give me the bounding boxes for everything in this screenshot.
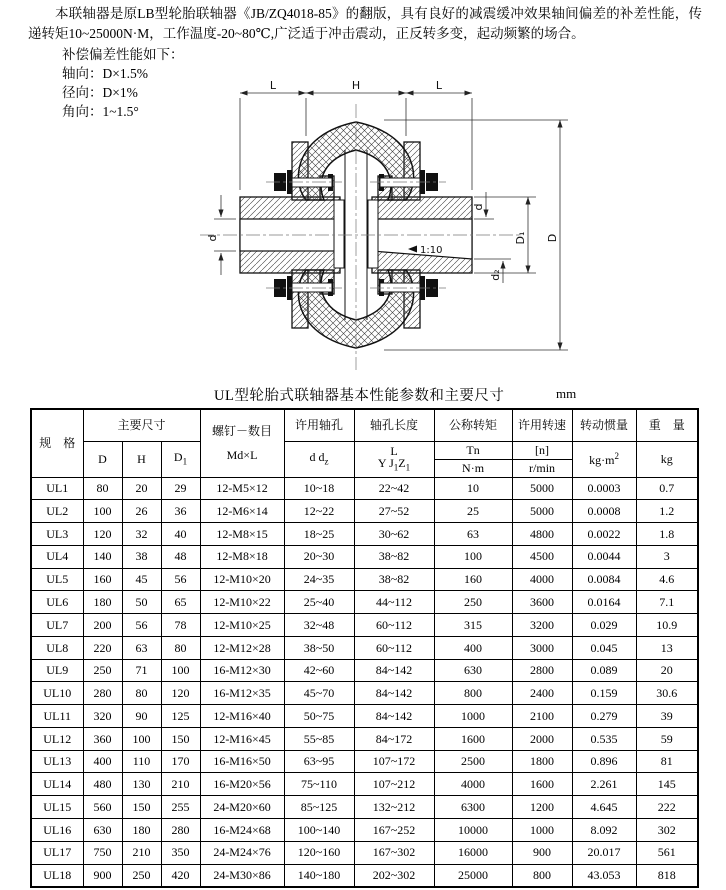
col-header-weight: 重 量: [636, 409, 698, 441]
col-subheader-torque-unit: N·m: [434, 459, 512, 477]
spec-value-cell: 0.029: [572, 614, 636, 637]
col-subheader-inertia-unit: $kg\cdot m^2$: [572, 441, 636, 477]
spec-value-cell: 167~302: [354, 841, 434, 864]
spec-value-cell: 27~52: [354, 500, 434, 523]
spec-value-cell: 561: [636, 841, 698, 864]
spec-name-cell: UL5: [31, 568, 83, 591]
spec-value-cell: 55~85: [284, 727, 354, 750]
spec-value-cell: 6300: [434, 796, 512, 819]
spec-value-cell: 107~212: [354, 773, 434, 796]
spec-value-cell: 0.0084: [572, 568, 636, 591]
spec-value-cell: 2100: [512, 705, 572, 728]
table-row: [31, 818, 698, 841]
spec-value-cell: 8.092: [572, 818, 636, 841]
spec-value-cell: 100: [434, 545, 512, 568]
spec-value-cell: 42~60: [284, 659, 354, 682]
spec-value-cell: 150: [161, 727, 200, 750]
spec-name-cell: UL8: [31, 636, 83, 659]
spec-value-cell: 420: [161, 864, 200, 887]
spec-value-cell: 12-M8×15: [200, 523, 284, 546]
col-subheader-n: [n]: [512, 441, 572, 459]
spec-value-cell: 900: [512, 841, 572, 864]
spec-value-cell: 400: [434, 636, 512, 659]
spec-name-cell: UL6: [31, 591, 83, 614]
spec-name-cell: UL4: [31, 545, 83, 568]
spec-value-cell: 63: [434, 523, 512, 546]
spec-value-cell: 3000: [512, 636, 572, 659]
spec-name-cell: UL12: [31, 727, 83, 750]
table-row: [31, 500, 698, 523]
col-subheader-weight-unit: kg: [636, 441, 698, 477]
spec-value-cell: 84~142: [354, 705, 434, 728]
spec-value-cell: 400: [83, 750, 122, 773]
spec-value-cell: 12~22: [284, 500, 354, 523]
spec-value-cell: 24-M30×86: [200, 864, 284, 887]
spec-value-cell: 132~212: [354, 796, 434, 819]
col-subheader-D1: $D_1$: [161, 441, 200, 477]
col-header-screw: 螺钉－数目 Md×L: [200, 409, 284, 477]
spec-value-cell: 100: [122, 727, 161, 750]
col-header-speed: 许用转速: [512, 409, 572, 441]
spec-value-cell: 0.535: [572, 727, 636, 750]
spec-value-cell: 90: [122, 705, 161, 728]
spec-value-cell: 560: [83, 796, 122, 819]
inner-rings: [334, 200, 378, 268]
table-row: [31, 864, 698, 887]
spec-value-cell: 20~30: [284, 545, 354, 568]
spec-value-cell: 2000: [512, 727, 572, 750]
spec-value-cell: 18~25: [284, 523, 354, 546]
spec-name-cell: UL7: [31, 614, 83, 637]
table-row: [31, 591, 698, 614]
spec-value-cell: 16000: [434, 841, 512, 864]
axial-spec: 轴向：D×1.5%: [62, 66, 148, 81]
spec-value-cell: 350: [161, 841, 200, 864]
spec-name-cell: UL3: [31, 523, 83, 546]
spec-value-cell: 360: [83, 727, 122, 750]
spec-value-cell: 120~160: [284, 841, 354, 864]
col-header-spec: 规 格: [31, 409, 83, 477]
spec-value-cell: 16-M16×50: [200, 750, 284, 773]
spec-value-cell: 1600: [512, 773, 572, 796]
spec-value-cell: 16-M20×56: [200, 773, 284, 796]
spec-value-cell: 202~302: [354, 864, 434, 887]
angular-spec: 角向：1~1.5°: [62, 104, 139, 119]
spec-value-cell: 22~42: [354, 477, 434, 500]
spec-value-cell: 0.279: [572, 705, 636, 728]
spec-value-cell: 32: [122, 523, 161, 546]
spec-value-cell: 12-M16×40: [200, 705, 284, 728]
spec-value-cell: 24~35: [284, 568, 354, 591]
spec-value-cell: 1000: [434, 705, 512, 728]
table-row: [31, 545, 698, 568]
spec-value-cell: 45~70: [284, 682, 354, 705]
spec-value-cell: 10~18: [284, 477, 354, 500]
spec-value-cell: 3: [636, 545, 698, 568]
coupling-cross-section-drawing: [88, 78, 628, 384]
spec-name-cell: UL2: [31, 500, 83, 523]
dim-label-L-left: L: [269, 79, 277, 92]
col-subheader-Tn: Tn: [434, 441, 512, 459]
spec-value-cell: 0.0164: [572, 591, 636, 614]
spec-value-cell: 10000: [434, 818, 512, 841]
spec-value-cell: 0.045: [572, 636, 636, 659]
spec-value-cell: 29: [161, 477, 200, 500]
dim-label-D: D: [546, 233, 559, 243]
spec-value-cell: 0.0003: [572, 477, 636, 500]
spec-value-cell: 4000: [512, 568, 572, 591]
spec-value-cell: 39: [636, 705, 698, 728]
intro-paragraph: 本联轴器是原LB型轮胎联轴器《JB/ZQ4018-85》的翻版，具有良好的减震缓冲效果轴间偏差的补差性能，传递转矩10~25000N·M，工作温度-20~80℃,广泛适于冲击震动，正反转多变，起动频繁的场合。: [28, 6, 702, 41]
spec-value-cell: 250: [83, 659, 122, 682]
spec-value-cell: 2500: [434, 750, 512, 773]
spec-value-cell: 56: [122, 614, 161, 637]
spec-value-cell: 4000: [434, 773, 512, 796]
spec-value-cell: 160: [434, 568, 512, 591]
spec-name-cell: UL16: [31, 818, 83, 841]
spec-value-cell: 750: [83, 841, 122, 864]
table-row: [31, 477, 698, 500]
col-subheader-speed-unit: r/min: [512, 459, 572, 477]
spec-value-cell: 1600: [434, 727, 512, 750]
spec-value-cell: 3600: [512, 591, 572, 614]
spec-value-cell: 2800: [512, 659, 572, 682]
spec-value-cell: 84~142: [354, 659, 434, 682]
spec-value-cell: 280: [161, 818, 200, 841]
table-row: [31, 614, 698, 637]
spec-value-cell: 38~82: [354, 545, 434, 568]
spec-value-cell: 78: [161, 614, 200, 637]
spec-value-cell: 12-M5×12: [200, 477, 284, 500]
spec-value-cell: 0.7: [636, 477, 698, 500]
table-row: [31, 773, 698, 796]
spec-value-cell: 36: [161, 500, 200, 523]
spec-value-cell: 10: [434, 477, 512, 500]
spec-value-cell: 50: [122, 591, 161, 614]
spec-value-cell: 12-M10×20: [200, 568, 284, 591]
spec-value-cell: 180: [122, 818, 161, 841]
spec-value-cell: 170: [161, 750, 200, 773]
spec-value-cell: 255: [161, 796, 200, 819]
spec-value-cell: 80: [161, 636, 200, 659]
spec-value-cell: 1.2: [636, 500, 698, 523]
spec-value-cell: 110: [122, 750, 161, 773]
spec-value-cell: 13: [636, 636, 698, 659]
spec-value-cell: 5000: [512, 500, 572, 523]
table-title: UL型轮胎式联轴器基本性能参数和主要尺寸: [214, 388, 505, 404]
spec-value-cell: 16-M24×68: [200, 818, 284, 841]
spec-name-cell: UL15: [31, 796, 83, 819]
table-row: [31, 568, 698, 591]
col-subheader-D: D: [83, 441, 122, 477]
spec-value-cell: 140~180: [284, 864, 354, 887]
spec-value-cell: 12-M12×28: [200, 636, 284, 659]
spec-name-cell: UL11: [31, 705, 83, 728]
dim-label-d-left: d: [206, 234, 219, 242]
spec-value-cell: 81: [636, 750, 698, 773]
col-subheader-H: H: [122, 441, 161, 477]
col-subheader-length-types: L Y $J_1Z_1$: [354, 441, 434, 477]
spec-value-cell: 12-M6×14: [200, 500, 284, 523]
spec-value-cell: 145: [636, 773, 698, 796]
spec-value-cell: 160: [83, 568, 122, 591]
spec-value-cell: 32~48: [284, 614, 354, 637]
spec-value-cell: 20: [636, 659, 698, 682]
spec-value-cell: 220: [83, 636, 122, 659]
spec-value-cell: 100: [161, 659, 200, 682]
radial-spec: 径向：D×1%: [62, 85, 138, 100]
spec-value-cell: 25: [434, 500, 512, 523]
spec-value-cell: 26: [122, 500, 161, 523]
spec-value-cell: 7.1: [636, 591, 698, 614]
compensation-heading: 补偿偏差性能如下：: [62, 47, 184, 62]
spec-table: [30, 408, 699, 888]
spec-value-cell: 900: [83, 864, 122, 887]
spec-name-cell: UL10: [31, 682, 83, 705]
spec-value-cell: 250: [122, 864, 161, 887]
spec-value-cell: 480: [83, 773, 122, 796]
spec-name-cell: UL17: [31, 841, 83, 864]
spec-value-cell: 210: [161, 773, 200, 796]
table-title-row: [0, 384, 726, 404]
dim-label-D1: D₁: [514, 231, 527, 245]
dim-label-d2: d₂: [489, 269, 502, 281]
spec-value-cell: 30.6: [636, 682, 698, 705]
spec-value-cell: 25~40: [284, 591, 354, 614]
table-row: [31, 682, 698, 705]
spec-value-cell: 80: [83, 477, 122, 500]
dim-label-d-right: d: [472, 203, 485, 211]
spec-value-cell: 84~142: [354, 682, 434, 705]
spec-value-cell: 38~82: [354, 568, 434, 591]
table-row: [31, 727, 698, 750]
spec-value-cell: 0.089: [572, 659, 636, 682]
spec-value-cell: 12-M16×45: [200, 727, 284, 750]
spec-value-cell: 1000: [512, 818, 572, 841]
spec-value-cell: 280: [83, 682, 122, 705]
spec-value-cell: 120: [161, 682, 200, 705]
dim-label-H: H: [351, 79, 361, 92]
spec-name-cell: UL9: [31, 659, 83, 682]
spec-value-cell: 20: [122, 477, 161, 500]
spec-value-cell: 800: [512, 864, 572, 887]
table-row: [31, 750, 698, 773]
dim-label-L-right: L: [435, 79, 443, 92]
spec-value-cell: 44~112: [354, 591, 434, 614]
spec-value-cell: 12-M10×25: [200, 614, 284, 637]
spec-value-cell: 0.896: [572, 750, 636, 773]
spec-value-cell: 43.053: [572, 864, 636, 887]
table-unit-label: mm: [556, 386, 577, 401]
table-row: [31, 523, 698, 546]
spec-value-cell: 84~172: [354, 727, 434, 750]
spec-value-cell: 100~140: [284, 818, 354, 841]
spec-name-cell: UL18: [31, 864, 83, 887]
spec-value-cell: 130: [122, 773, 161, 796]
spec-value-cell: 56: [161, 568, 200, 591]
table-row: [31, 705, 698, 728]
spec-value-cell: 2.261: [572, 773, 636, 796]
col-header-torque: 公称转矩: [434, 409, 512, 441]
spec-value-cell: 16-M12×30: [200, 659, 284, 682]
spec-name-cell: UL13: [31, 750, 83, 773]
spec-value-cell: 4800: [512, 523, 572, 546]
spec-value-cell: 100: [83, 500, 122, 523]
spec-value-cell: 302: [636, 818, 698, 841]
spec-value-cell: 1800: [512, 750, 572, 773]
table-row: [31, 636, 698, 659]
spec-value-cell: 2400: [512, 682, 572, 705]
spec-value-cell: 210: [122, 841, 161, 864]
spec-value-cell: 59: [636, 727, 698, 750]
spec-value-cell: 630: [83, 818, 122, 841]
taper-label: 1:10: [420, 245, 443, 256]
table-row: [31, 659, 698, 682]
spec-value-cell: 50~75: [284, 705, 354, 728]
spec-value-cell: 4.6: [636, 568, 698, 591]
spec-value-cell: 45: [122, 568, 161, 591]
spec-value-cell: 107~172: [354, 750, 434, 773]
spec-value-cell: 48: [161, 545, 200, 568]
col-header-inertia: 转动惯量: [572, 409, 636, 441]
spec-value-cell: 20.017: [572, 841, 636, 864]
spec-value-cell: 38~50: [284, 636, 354, 659]
spec-value-cell: 12-M8×18: [200, 545, 284, 568]
col-subheader-bore-diameters: d $d_z$: [284, 441, 354, 477]
spec-value-cell: 0.0022: [572, 523, 636, 546]
spec-value-cell: 180: [83, 591, 122, 614]
spec-value-cell: 38: [122, 545, 161, 568]
spec-value-cell: 222: [636, 796, 698, 819]
spec-value-cell: 4500: [512, 545, 572, 568]
spec-value-cell: 80: [122, 682, 161, 705]
spec-value-cell: 63: [122, 636, 161, 659]
col-header-length: 轴孔长度: [354, 409, 434, 441]
spec-value-cell: 250: [434, 591, 512, 614]
col-header-main-dims: 主要尺寸: [83, 409, 200, 441]
spec-value-cell: 315: [434, 614, 512, 637]
spec-value-cell: 150: [122, 796, 161, 819]
spec-value-cell: 63~95: [284, 750, 354, 773]
spec-value-cell: 3200: [512, 614, 572, 637]
spec-value-cell: 12-M10×22: [200, 591, 284, 614]
spec-value-cell: 140: [83, 545, 122, 568]
spec-value-cell: 630: [434, 659, 512, 682]
spec-value-cell: 200: [83, 614, 122, 637]
spec-table-body: [31, 477, 698, 887]
spec-value-cell: 40: [161, 523, 200, 546]
spec-value-cell: 24-M20×60: [200, 796, 284, 819]
spec-value-cell: 16-M12×35: [200, 682, 284, 705]
col-header-bore: 许用轴孔: [284, 409, 354, 441]
spec-value-cell: 1200: [512, 796, 572, 819]
table-row: [31, 841, 698, 864]
spec-value-cell: 5000: [512, 477, 572, 500]
spec-value-cell: 0.0044: [572, 545, 636, 568]
spec-value-cell: 0.159: [572, 682, 636, 705]
spec-name-cell: UL1: [31, 477, 83, 500]
spec-value-cell: 4.645: [572, 796, 636, 819]
spec-value-cell: 320: [83, 705, 122, 728]
spec-value-cell: 60~112: [354, 614, 434, 637]
spec-value-cell: 0.0008: [572, 500, 636, 523]
spec-value-cell: 65: [161, 591, 200, 614]
spec-value-cell: 10.9: [636, 614, 698, 637]
spec-name-cell: UL14: [31, 773, 83, 796]
spec-value-cell: 25000: [434, 864, 512, 887]
spec-value-cell: 75~110: [284, 773, 354, 796]
spec-value-cell: 30~62: [354, 523, 434, 546]
spec-value-cell: 167~252: [354, 818, 434, 841]
spec-value-cell: 24-M24×76: [200, 841, 284, 864]
spec-value-cell: 818: [636, 864, 698, 887]
spec-value-cell: 1.8: [636, 523, 698, 546]
spec-value-cell: 120: [83, 523, 122, 546]
spec-value-cell: 60~112: [354, 636, 434, 659]
spec-value-cell: 85~125: [284, 796, 354, 819]
spec-value-cell: 800: [434, 682, 512, 705]
spec-value-cell: 125: [161, 705, 200, 728]
spec-value-cell: 71: [122, 659, 161, 682]
table-row: [31, 796, 698, 819]
